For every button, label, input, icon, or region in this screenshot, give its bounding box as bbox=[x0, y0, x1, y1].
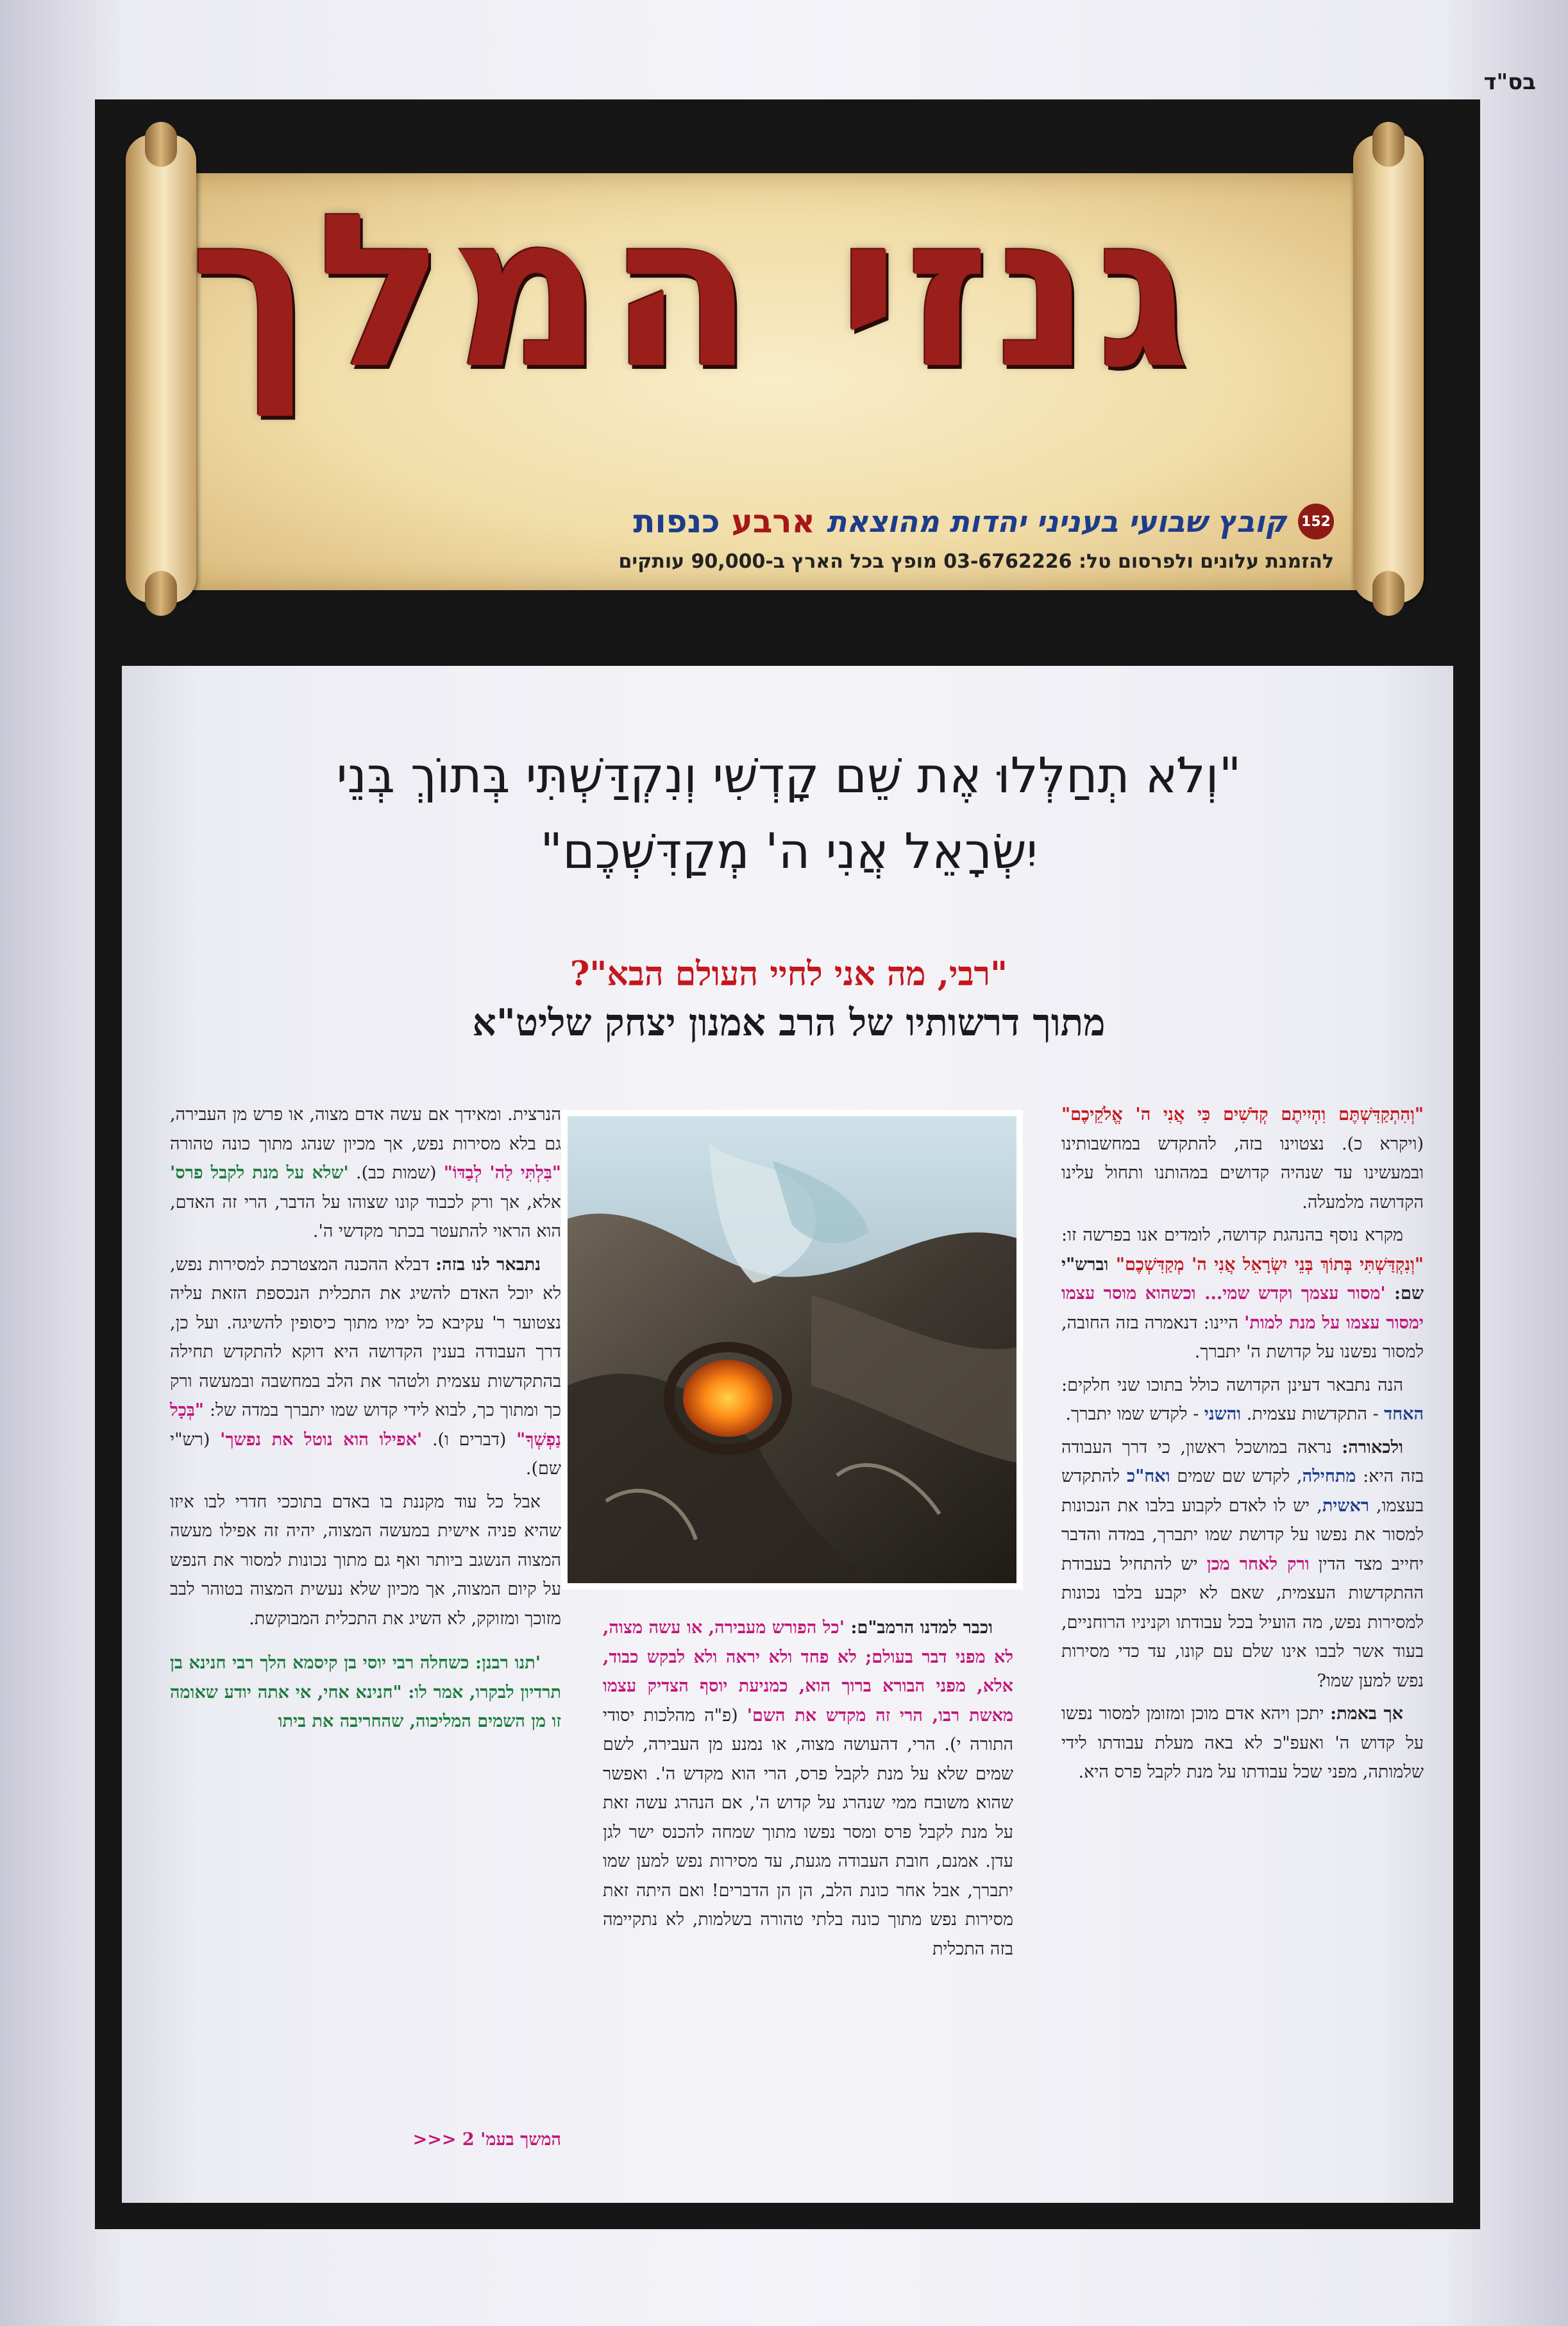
headline-verse-line-1: "וְלֹא תְחַלְּלוּ אֶת שֵׁם קָדְשִׁי וְנִקְדַּשְׁתִּי בְּתוֹךְ בְּנֵי bbox=[336, 747, 1242, 804]
paragraph: הנרצית. ומאידך אם עשה אדם מצוה, או פרש מן העבירה, גם בלא מסירות נפש, אך מכיון שנהג מתוך כונה טהורה "בִּלְתִּי לַה' לְבַדּוֹ" (שמות כב). 'שלא על מנת לקבל פרס' אלא, אך ורק לכבוד קונו שצוהו על הדבר, הרי זה האדם, הוא הראוי להתעטר בכתר מקדשי ה'. bbox=[170, 1105, 562, 1241]
contact-line: להזמנת עלונים ולפרסום טל: 03-6762226 מופץ בכל הארץ ב-90,000 עותקים bbox=[618, 550, 1334, 573]
headline-verse bbox=[167, 738, 1411, 889]
headline-verse-line-2: יִשְׂרָאֵל אֲנִי ה' מְקַדִּשְׁכֶם" bbox=[540, 822, 1038, 879]
rod-knob-icon bbox=[1372, 571, 1404, 616]
paragraph: אבל כל עוד מקננת בו באדם בתוככי חדרי לבו איזו שהיא פניה אישית במעשה המצוה, יהיה זה אפילו מעשה המצוה הנשגב ביותר ואף גם מתוך נכונות למסור את הנפש על קיום המצוה, אך מכיון שלא נעשית המצוה בטוהר לבב מזוכך ומזוקק, לא השיג את התכלית המבוקשת. bbox=[170, 1491, 561, 1629]
scroll-rod-right bbox=[1353, 135, 1424, 603]
paragraph: וכבר למדנו הרמב"ם: 'כל הפורש מעבירה, או עשה מצוה, לא מפני דבר בעולם; לא פחד ולא יראה ולא לבקש כבוד, אלא, מפני הבורא ברוך הוא, כמניעת יוסף הצדיק עצמו מאשת רבו, הרי זה מקדש את השם' (פ"ה מהלכות יסודי התורה י). הרי, דהעושה מצוה, או נמנע מן העבירה, לשם שמים שלא על מנת לקבל פרס, הרי הוא מקדש ה'. ואפשר שהוא משובח ממי שנהרג על קדוש ה', אם הנהרג עשה זאת על מנת לקבל פרס ומסר נפשו מתוך שמחה להכנס ישר לגן עדן. אמנם, חובת העבודה מגעת, עד מסירות נפש למען שמו יתברך, אבל אחר כונת הלב, הן הן הדברים! ואם היתה זאת מסירות נפש מתוך כונה בלתי טהורה בשלמות, לא נתקיימה בזה התכלית bbox=[603, 1618, 1013, 1959]
volcano-photo bbox=[561, 1110, 1023, 1590]
issue-number-badge: 152 bbox=[1298, 504, 1334, 539]
column-middle bbox=[603, 1613, 1013, 1967]
article-byline: מתוך דרשותיו של הרב אמנון יצחק שליט"א bbox=[472, 1001, 1106, 1044]
rod-knob-icon bbox=[1372, 122, 1404, 167]
rod-knob-icon bbox=[145, 122, 177, 167]
paragraph: אך באמת: יתכן ויהא אדם מוכן ומזומן למסור נפשו על קדוש ה' ואעפ"כ לא באה מעלת עבודתו לידי שלמותה, מפני שכל עבודתו על מנת לקבל פרס היא. bbox=[1061, 1704, 1424, 1782]
paragraph: 'תנו רבנן: כשחלה רבי יוסי בן קיסמא הלך רבי חנינא בן תרדיון לבקרו, אמר לו: "חנינא אחי, אי אתה יודע שאומה זו מן השמים המליכוה, שהחריבה את ביתו bbox=[170, 1653, 561, 1731]
continued-on-page-2: המשך בעמ' 2 <<< bbox=[412, 2130, 561, 2150]
paragraph: נתבאר לנו בזה: דבלא ההכנה המצטרכת למסירות נפש, לא יוכל האדם להשיג את התכלית הנכספת הזאת עליה נצטוער ר' עקיבא כל ימיו מתוך כיסופין להשיגה. ועל כן, דרך העבודה בענין הקדושה היא דוקא להתקדש תחילה בהתקדשות עצמית ולטהר את הלב במחשבה ובמעשה ורק כך ומתוך כך, לבוא לידי קדוש שמו יתברך במדה של: "בְּכָל נַפְשְׁךָ" (דברים ו). 'אפילו הוא נוטל את נפשך' (רש"י שם). bbox=[170, 1254, 561, 1479]
rod-knob-icon bbox=[145, 571, 177, 616]
paragraph: הנה נתבאר דעינן הקדושה כולל בתוכו שני חלקים: האחד - התקדשות עצמית. והשני - לקדש שמו יתברך. bbox=[1061, 1375, 1424, 1424]
masthead-subtitle: קובץ שבועי בעניני יהדות מהוצאת bbox=[826, 504, 1286, 539]
paragraph: "וְהִתְקַדִּשְׁתֶּם וִהְיִיתֶם קְדֹשִׁים כִּי אֲנִי ה' אֱלֹקֵיכֶם" (ויקרא כ). נצטוינו בזה, להתקדש במחשבותינו ובמעשינו עד שנהיה קדושים במהותנו ותחול עלינו הקדושה מלמעלה. bbox=[1061, 1105, 1424, 1212]
masthead-subline bbox=[359, 499, 1334, 544]
article-question: "רבי, מה אני לחיי העולם הבא"? bbox=[569, 955, 1008, 994]
paragraph: ולכאורה: נראה במושכל ראשון, כי דרך העבודה בזה היא: מתחילה, לקדש שם שמים ואח"כ להתקדש בעצמו, ראשית, יש לו לאדם לקבוע בלבו את הנכונות למסור את נפשו על קדושת שמו יתברך, במדה והדבר יחייב מצד הדין ורק לאחר מכן יש להתחיל בעבודת ההתקדשות העצמית, שאם לא יקבע בלבו נכונות למסירות נפש, מה הועיל בכל עבודתו וקניניו הרוחניים, בעוד אשר לבבו אינו שלם עם קונו, עד כדי מסירות נפש למען שמו? bbox=[1061, 1437, 1424, 1691]
column-left bbox=[170, 1100, 561, 1740]
paragraph: מקרא נוסף בהנהגת קדושה, לומדים אנו בפרשה זו: "וְנִקְדַּשְׁתִּי בְּתוֹךְ בְּנֵי יִשְׂרָאֵל אֲנִי ה' מְקַדִּשְׁכֶם" וברש"י שם: 'מסור עצמך וקדש שמי... וכשהוא מוסר עצמו ימסור עצמו על מנת למות' היינו: דנאמרה בזה החובה, למסור נפשנו על קדושת ה' יתברך. bbox=[1061, 1225, 1424, 1362]
masthead-title: גנזי המלך bbox=[189, 169, 1196, 415]
publisher-name-b: כנפות bbox=[633, 503, 720, 540]
publisher-name-a: ארבע bbox=[731, 503, 815, 540]
bsd-mark: בס"ד bbox=[1483, 69, 1536, 95]
volcano-image bbox=[568, 1116, 1016, 1583]
column-right bbox=[1061, 1100, 1424, 1791]
